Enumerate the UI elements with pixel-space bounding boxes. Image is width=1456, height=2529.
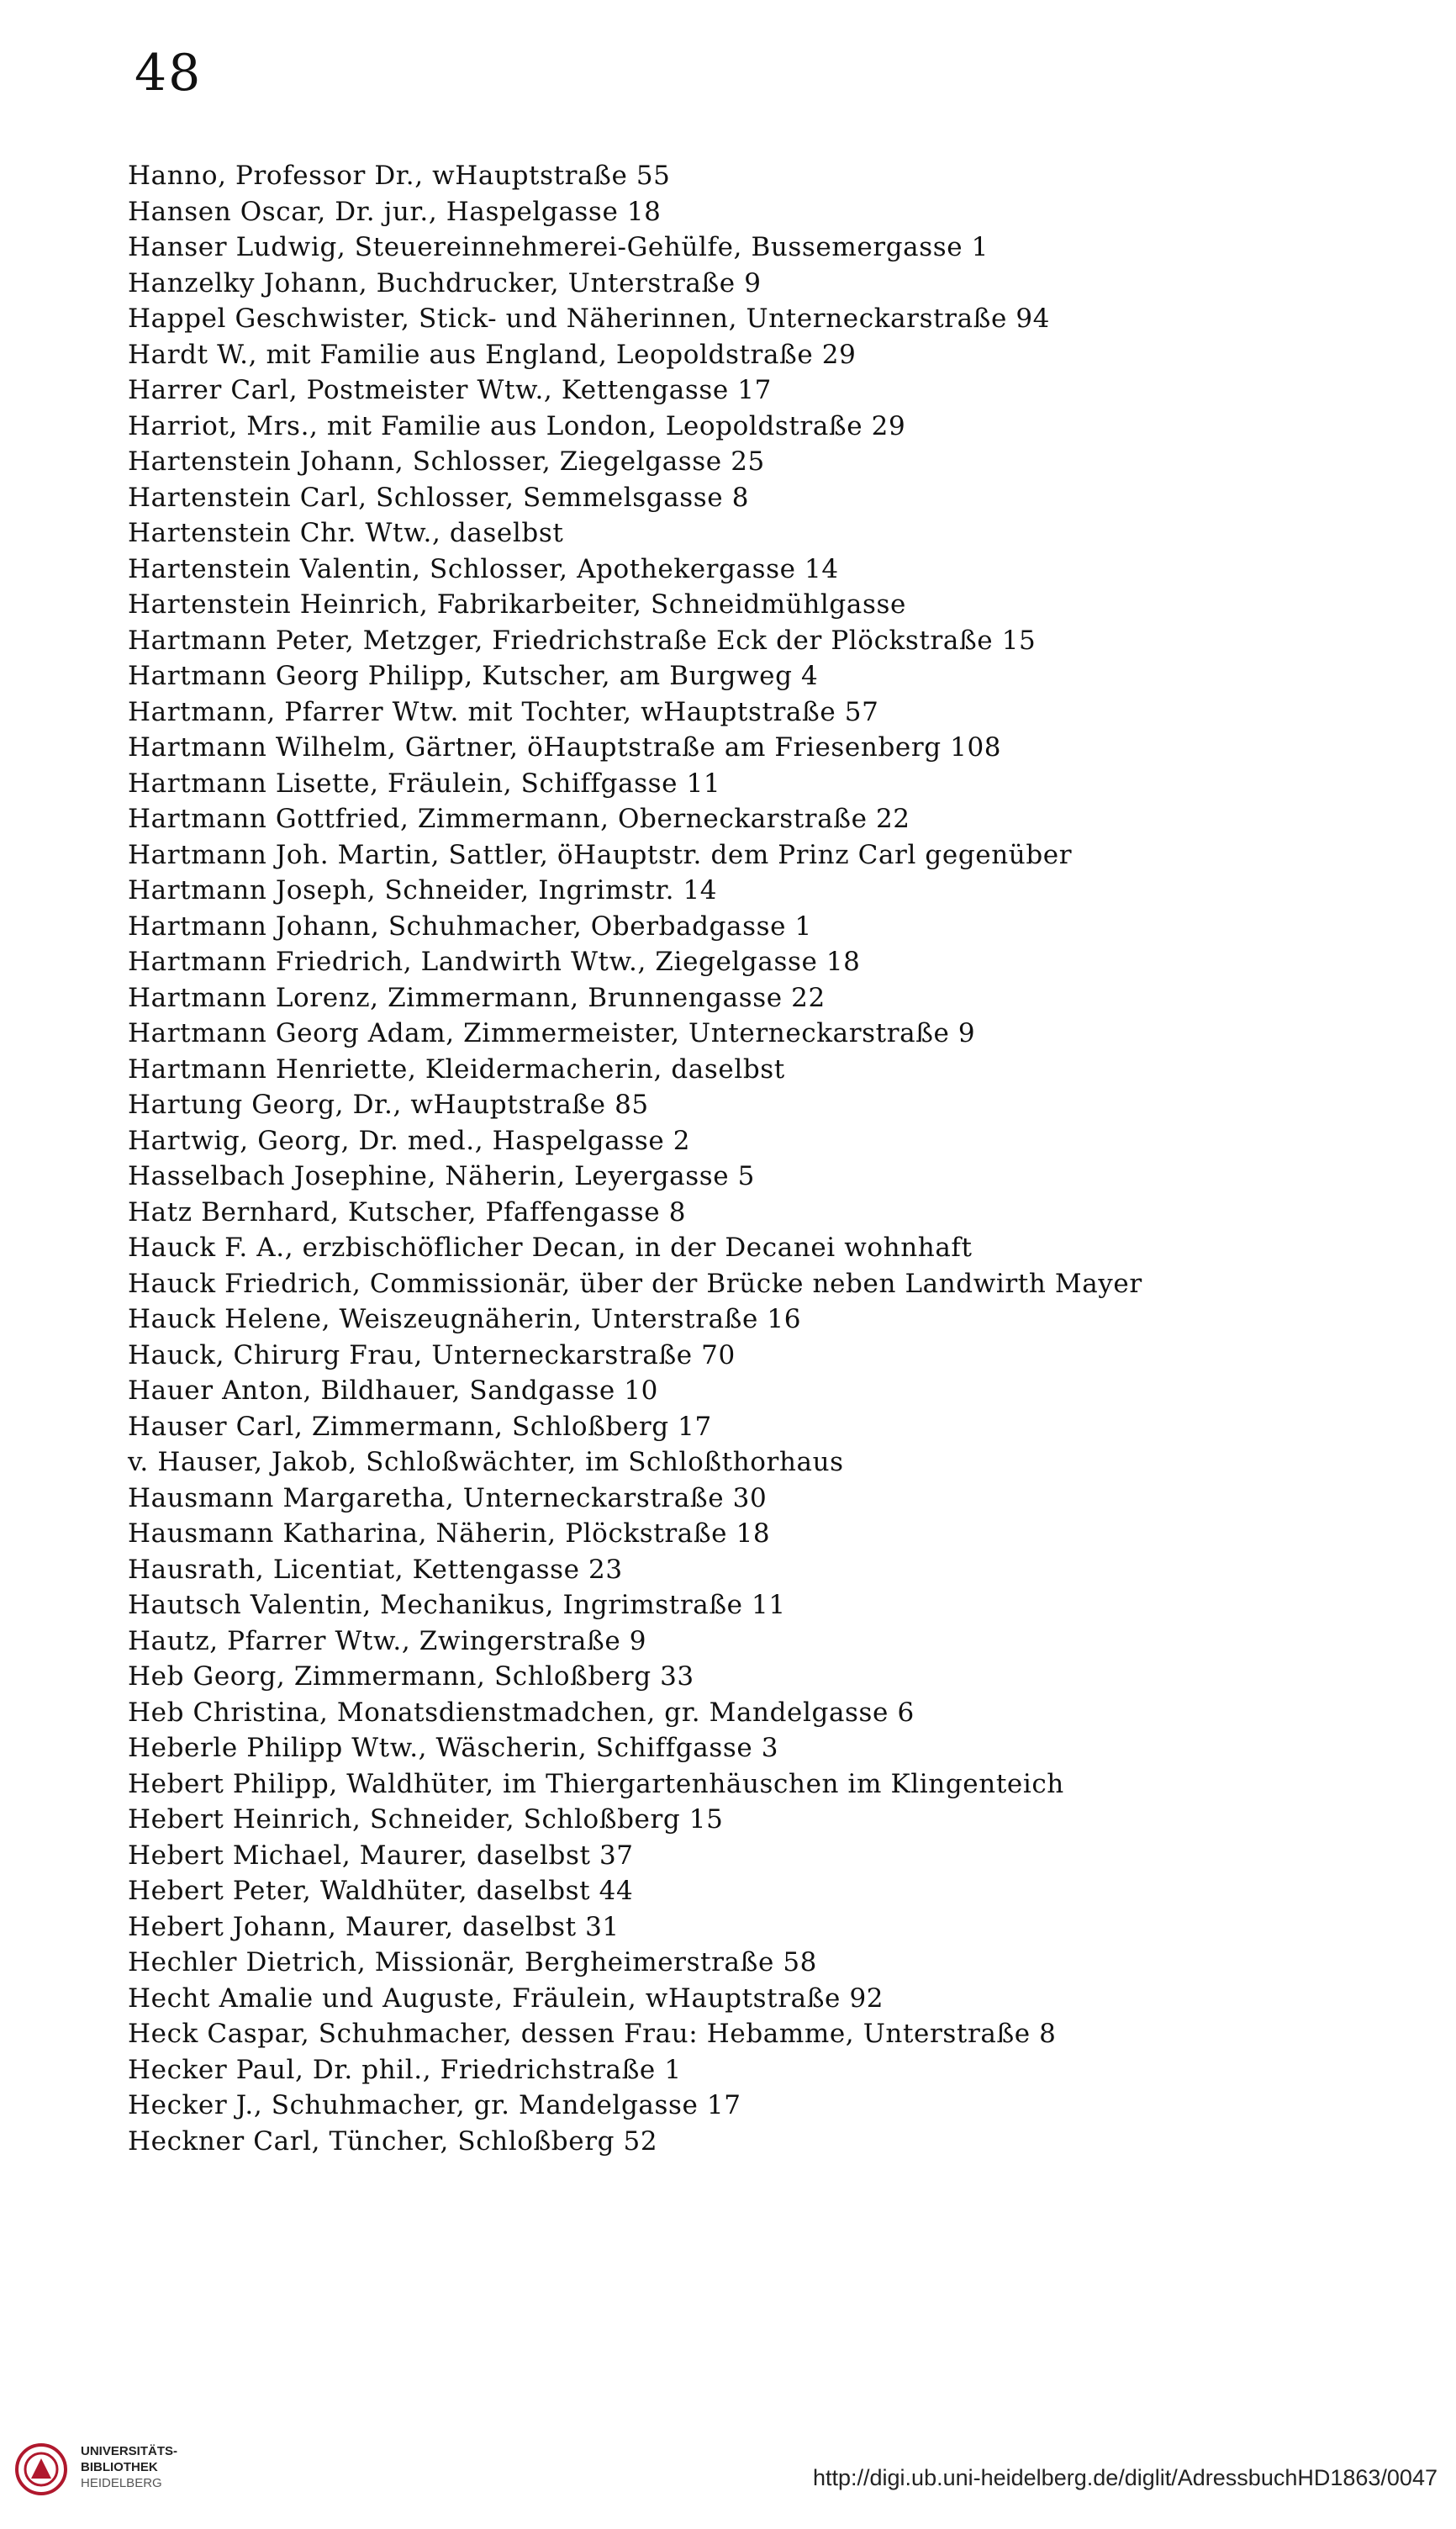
directory-entry: Hartenstein Carl, Schlosser, Semmelsgasse 8 bbox=[128, 482, 750, 513]
directory-entry: Heberle Philipp Wtw., Wäscherin, Schiffgasse 3 bbox=[128, 1733, 779, 1763]
directory-entry: Hebert Michael, Maurer, daselbst 37 bbox=[128, 1840, 634, 1871]
library-name bbox=[81, 2443, 177, 2491]
page-number: 48 bbox=[135, 44, 203, 103]
directory-entry: Hardt W., mit Familie aus England, Leopoldstraße 29 bbox=[128, 339, 857, 370]
directory-entry: Hasselbach Josephine, Näherin, Leyergasse 5 bbox=[128, 1161, 755, 1191]
directory-entry: Hautz, Pfarrer Wtw., Zwingerstraße 9 bbox=[128, 1625, 647, 1656]
directory-entry: Hauck, Chirurg Frau, Unterneckarstraße 70 bbox=[128, 1339, 736, 1370]
directory-entry: Hartmann Georg Philipp, Kutscher, am Burgweg 4 bbox=[128, 661, 819, 691]
directory-entry: Harrer Carl, Postmeister Wtw., Kettengasse 17 bbox=[128, 375, 772, 405]
directory-entry: Hartenstein Valentin, Schlosser, Apothekergasse 14 bbox=[128, 553, 839, 584]
directory-entry: Hartenstein Johann, Schlosser, Ziegelgasse 25 bbox=[128, 446, 765, 477]
directory-entry: Heck Caspar, Schuhmacher, dessen Frau: Hebamme, Unterstraße 8 bbox=[128, 2019, 1057, 2049]
library-logo bbox=[15, 2438, 200, 2505]
directory-entry: Hartmann Joh. Martin, Sattler, öHauptstr. dem Prinz Carl gegenüber bbox=[128, 839, 1073, 870]
library-name-line: UNIVERSITÄTS- bbox=[81, 2444, 178, 2458]
directory-entry: Hartmann Henriette, Kleidermacherin, daselbst bbox=[128, 1053, 785, 1085]
directory-entry: Happel Geschwister, Stick- und Näherinnen, Unterneckarstraße 94 bbox=[128, 304, 1051, 334]
directory-entry: Hebert Johann, Maurer, daselbst 31 bbox=[128, 1911, 620, 1942]
directory-entry: Hartmann Johann, Schuhmacher, Oberbadgasse 1 bbox=[128, 911, 812, 942]
directory-entry: v. Hauser, Jakob, Schloßwächter, im Schloßthorhaus bbox=[128, 1447, 844, 1477]
directory-entry: Hausrath, Licentiat, Kettengasse 23 bbox=[128, 1554, 623, 1585]
directory-entry: Hartmann Gottfried, Zimmermann, Oberneckarstraße 22 bbox=[128, 804, 910, 834]
directory-entries bbox=[128, 158, 1439, 2159]
directory-entry: Heb Georg, Zimmermann, Schloßberg 33 bbox=[128, 1661, 694, 1692]
directory-entry: Hausmann Margaretha, Unterneckarstraße 30 bbox=[128, 1482, 768, 1513]
directory-entry: Hebert Heinrich, Schneider, Schloßberg 15 bbox=[128, 1804, 724, 1835]
directory-entry: Hebert Peter, Waldhüter, daselbst 44 bbox=[128, 1876, 634, 1906]
directory-entry: Hausmann Katharina, Näherin, Plöckstraße 18 bbox=[128, 1518, 771, 1549]
directory-entry: Hecker J., Schuhmacher, gr. Mandelgasse 17 bbox=[128, 2090, 741, 2120]
directory-entry: Hansen Oscar, Dr. jur., Haspelgasse 18 bbox=[128, 196, 662, 227]
directory-entry: Harriot, Mrs., mit Familie aus London, Leopoldstraße 29 bbox=[128, 410, 906, 441]
directory-entry: Hanzelky Johann, Buchdrucker, Unterstraße 9 bbox=[128, 267, 762, 298]
directory-entry: Hautsch Valentin, Mechanikus, Ingrimstraße 11 bbox=[128, 1590, 786, 1620]
directory-entry: Hauck Helene, Weiszeugnäherin, Unterstraße 16 bbox=[128, 1304, 802, 1334]
library-seal-icon bbox=[15, 2443, 67, 2495]
directory-entry: Heckner Carl, Tüncher, Schloßberg 52 bbox=[128, 2125, 658, 2157]
directory-entry: Hartmann, Pfarrer Wtw. mit Tochter, wHauptstraße 57 bbox=[128, 696, 879, 727]
directory-entry: Hartmann Joseph, Schneider, Ingrimstr. 14 bbox=[128, 875, 718, 905]
library-name-line: BIBLIOTHEK bbox=[81, 2460, 158, 2474]
directory-entry: Hartmann Lisette, Fräulein, Schiffgasse 11 bbox=[128, 768, 721, 799]
directory-entry: Hartmann Lorenz, Zimmermann, Brunnengasse 22 bbox=[128, 982, 826, 1013]
directory-entry: Hauck Friedrich, Commissionär, über der Brücke neben Landwirth Mayer bbox=[128, 1268, 1142, 1299]
directory-entry: Hecker Paul, Dr. phil., Friedrichstraße 1 bbox=[128, 2054, 682, 2085]
directory-entry: Hartmann Peter, Metzger, Friedrichstraße Eck der Plöckstraße 15 bbox=[128, 625, 1037, 656]
directory-entry: Hartmann Friedrich, Landwirth Wtw., Ziegelgasse 18 bbox=[128, 947, 861, 977]
directory-entry: Heb Christina, Monatsdienstmadchen, gr. Mandelgasse 6 bbox=[128, 1697, 915, 1728]
directory-entry: Hartwig, Georg, Dr. med., Haspelgasse 2 bbox=[128, 1125, 691, 1156]
directory-entry: Hauser Carl, Zimmermann, Schloßberg 17 bbox=[128, 1411, 712, 1442]
library-name-line: HEIDELBERG bbox=[81, 2476, 162, 2490]
source-url-link[interactable]: http://digi.ub.uni-heidelberg.de/diglit/AdressbuchHD1863/0047 bbox=[812, 2465, 1438, 2490]
directory-entry: Hanno, Professor Dr., wHauptstraße 55 bbox=[128, 161, 671, 191]
directory-entry: Hartmann Wilhelm, Gärtner, öHauptstraße am Friesenberg 108 bbox=[128, 732, 1002, 763]
directory-entry: Hecht Amalie und Auguste, Fräulein, wHauptstraße 92 bbox=[128, 1983, 884, 2014]
directory-entry: Hartenstein Heinrich, Fabrikarbeiter, Schneidmühlgasse bbox=[128, 589, 906, 620]
directory-entry: Hanser Ludwig, Steuereinnehmerei-Gehülfe, Bussemergasse 1 bbox=[128, 232, 989, 262]
directory-entry: Hebert Philipp, Waldhüter, im Thiergartenhäuschen im Klingenteich bbox=[128, 1768, 1064, 1799]
directory-entry: Hartung Georg, Dr., wHauptstraße 85 bbox=[128, 1090, 649, 1120]
directory-entry: Hechler Dietrich, Missionär, Bergheimerstraße 58 bbox=[128, 1947, 817, 1977]
directory-entry: Hartmann Georg Adam, Zimmermeister, Unterneckarstraße 9 bbox=[128, 1018, 976, 1048]
directory-entry: Hauer Anton, Bildhauer, Sandgasse 10 bbox=[128, 1375, 658, 1406]
directory-entry: Hartenstein Chr. Wtw., daselbst bbox=[128, 518, 564, 548]
directory-entry: Hatz Bernhard, Kutscher, Pfaffengasse 8 bbox=[128, 1196, 687, 1228]
directory-entry: Hauck F. A., erzbischöflicher Decan, in der Decanei wohnhaft bbox=[128, 1233, 973, 1263]
